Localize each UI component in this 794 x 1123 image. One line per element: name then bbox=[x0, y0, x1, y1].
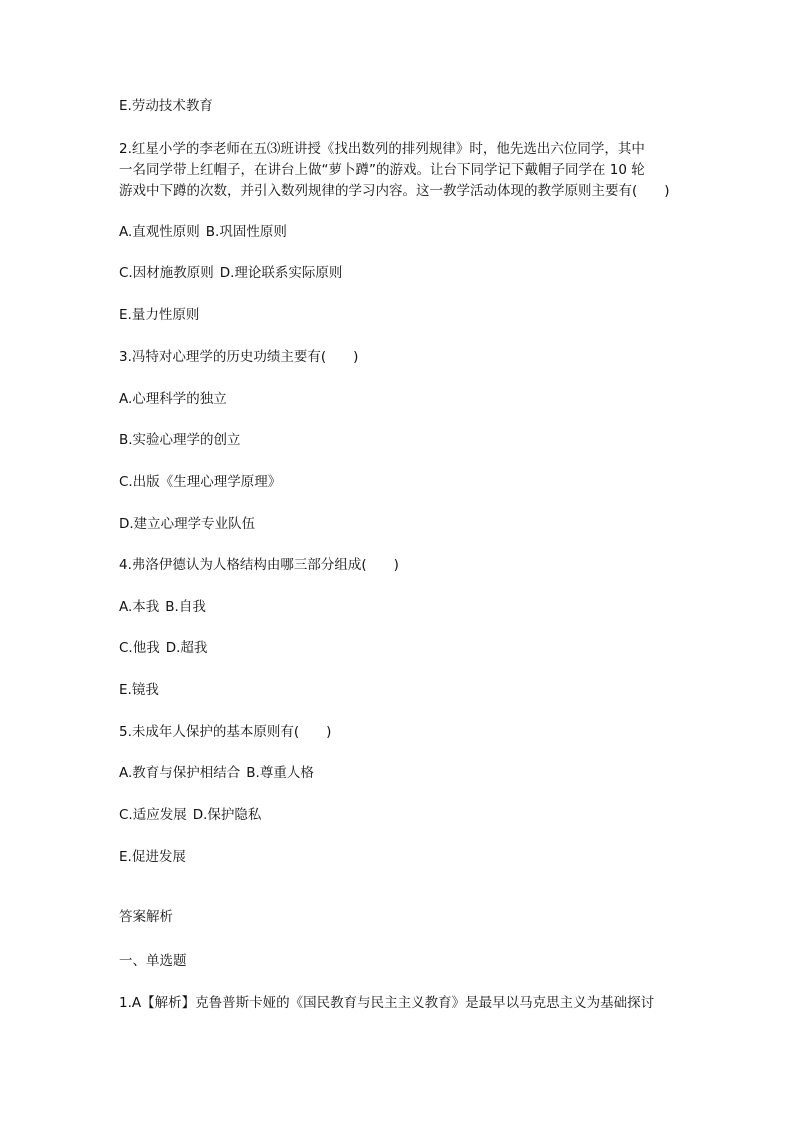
options-q2-ab bbox=[119, 222, 287, 242]
option-q4-a: A.本我 bbox=[119, 599, 160, 615]
question-5-text: 5.未成年人保护的基本原则有( ) bbox=[119, 724, 332, 740]
answer-1-explanation: 1.A【解析】克鲁普斯卡娅的《国民教育与民主主义教育》是最早以马克思主义为基础探讨 bbox=[119, 995, 655, 1011]
section-single-choice-heading: 一、单选题 bbox=[119, 953, 187, 969]
option-q2-c: C.因材施教原则 bbox=[119, 265, 214, 281]
option-q3-d: D.建立心理学专业队伍 bbox=[119, 516, 256, 532]
option-q2-b: B.巩固性原则 bbox=[205, 224, 287, 240]
option-q4-e: E.镜我 bbox=[119, 682, 159, 698]
question-2-text-line-3: 游戏中下蹲的次数，并引入数列规律的学习内容。这一教学活动体现的教学原则主要有( ) bbox=[119, 183, 670, 199]
options-q5-ab bbox=[119, 763, 314, 783]
option-q5-d: D.保护隐私 bbox=[192, 807, 262, 823]
option-q2-e: E.量力性原则 bbox=[119, 307, 200, 323]
option-q5-b: B.尊重人格 bbox=[246, 765, 314, 781]
question-3-text: 3.冯特对心理学的历史功绩主要有( ) bbox=[119, 349, 359, 365]
options-q2-cd bbox=[119, 263, 342, 283]
option-q3-a: A.心理科学的独立 bbox=[119, 391, 227, 407]
options-q4-ab bbox=[119, 597, 206, 617]
option-q2-d: D.理论联系实际原则 bbox=[219, 265, 343, 281]
question-2-text-line-1: 2.红星小学的李老师在五⑶班讲授《找出数列的排列规律》时，他先选出六位同学，其中 bbox=[119, 141, 645, 157]
option-q3-b: B.实验心理学的创立 bbox=[119, 432, 241, 448]
option-q1-e: E.劳动技术教育 bbox=[119, 98, 213, 114]
option-q5-c: C.适应发展 bbox=[119, 807, 187, 823]
options-q5-cd bbox=[119, 805, 261, 825]
question-2-text-line-2: 一名同学带上红帽子，在讲台上做“萝卜蹲”的游戏。让台下同学记下戴帽子同学在 10 轮 bbox=[119, 162, 645, 178]
option-q3-c: C.出版《生理心理学原理》 bbox=[119, 474, 282, 490]
option-q5-e: E.促进发展 bbox=[119, 849, 186, 865]
options-q4-cd bbox=[119, 638, 207, 658]
option-q4-c: C.他我 bbox=[119, 640, 160, 656]
option-q5-a: A.教育与保护相结合 bbox=[119, 765, 241, 781]
option-q4-d: D.超我 bbox=[165, 640, 208, 656]
question-4-text: 4.弗洛伊德认为人格结构由哪三部分组成( ) bbox=[119, 557, 399, 573]
option-q4-b: B.自我 bbox=[165, 599, 206, 615]
answer-section-heading: 答案解析 bbox=[119, 909, 173, 925]
option-q2-a: A.直观性原则 bbox=[119, 224, 200, 240]
